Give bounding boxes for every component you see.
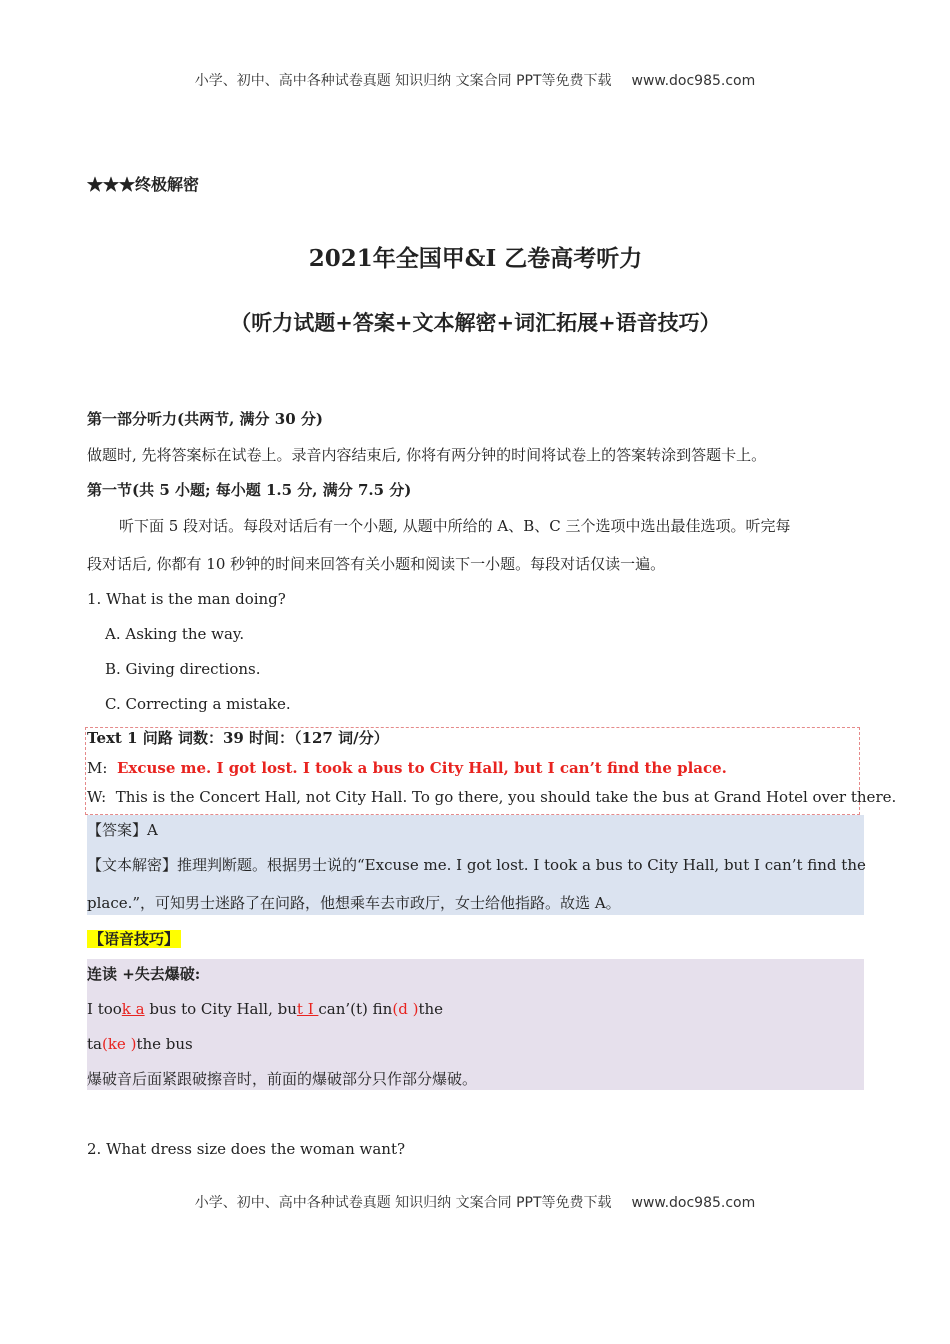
text1-man-line <box>87 758 727 778</box>
q1-option-a: A. Asking the way. <box>105 625 245 643</box>
header-text: 小学、初中、高中各种试卷真题 知识归纳 文案合同 PPT等免费下载 <box>194 73 612 89</box>
ex2-part: the bus <box>136 1035 193 1053</box>
text1-header: Text 1 问路 词数：39 时间：（127 词/分） <box>87 729 389 747</box>
footer-url[interactable]: www.doc985.com <box>631 1195 756 1211</box>
question-1: 1. What is the man doing? <box>87 590 286 608</box>
page-footer <box>0 1192 950 1212</box>
doc-subtitle: （听力试题+答案+文本解密+词汇拓展+语音技巧） <box>230 310 721 335</box>
woman-speech: This is the Concert Hall, not City Hall. To go there, you should take the bus at Grand Hotel over there. <box>115 788 897 806</box>
ex1-part: I too <box>87 1000 122 1018</box>
ex1-elision: (d ) <box>392 1000 419 1018</box>
q1-option-b: B. Giving directions. <box>105 660 261 678</box>
doc-title: 2021年全国甲&I 乙卷高考听力 <box>308 245 643 272</box>
ex2-elision: (ke ) <box>101 1035 137 1053</box>
phonetics-example-2 <box>87 1034 193 1054</box>
woman-label: W: <box>87 788 107 806</box>
analysis-line-2: place.”，可知男士迷路了在问路，他想乘车去市政厅，女士给他指路。故选 A。 <box>87 894 621 912</box>
ex1-part: can’(t) fin <box>318 1000 393 1018</box>
phonetics-note: 爆破音后面紧跟破擦音时，前面的爆破部分只作部分爆破。 <box>87 1070 478 1088</box>
phonetics-tag: 【语音技巧】 <box>89 930 180 948</box>
man-speech: Excuse me. I got lost. I took a bus to City Hall, but I can’t find the place. <box>116 759 727 777</box>
footer-text: 小学、初中、高中各种试卷真题 知识归纳 文案合同 PPT等免费下载 <box>194 1195 612 1211</box>
part1-heading: 第一部分听力(共两节, 满分 30 分) <box>87 410 323 428</box>
section1-instruction-1: 听下面 5 段对话。每段对话后有一个小题, 从题中所给的 A、B、C 三个选项中选出最佳选项。听完每 <box>119 517 791 535</box>
analysis-line-1: 【文本解密】推理判断题。根据男士说的“Excuse me. I got lost. I took a bus to City Hall, but I can’t find the <box>87 856 866 874</box>
man-label: M: <box>87 759 108 777</box>
ex2-part: ta <box>87 1035 102 1053</box>
text1-woman-line <box>87 787 896 807</box>
ex1-part: bus to City Hall, bu <box>144 1000 297 1018</box>
section1-instruction-2: 段对话后, 你都有 10 秒钟的时间来回答有关小题和阅读下一小题。每段对话仅读一遍。 <box>87 555 666 573</box>
phonetics-tag-line <box>87 929 181 949</box>
header-url[interactable]: www.doc985.com <box>631 73 756 89</box>
phonetics-example-1 <box>87 999 443 1019</box>
ex1-linking: k a <box>121 1000 145 1018</box>
answer-line: 【答案】A <box>87 821 158 839</box>
q1-option-c: C. Correcting a mistake. <box>105 695 291 713</box>
ex1-linking: t I <box>296 1000 319 1018</box>
part1-instruction: 做题时, 先将答案标在试卷上。录音内容结束后, 你将有两分钟的时间将试卷上的答案转涂到答题卡上。 <box>87 446 767 464</box>
section1-heading: 第一节(共 5 小题; 每小题 1.5 分, 满分 7.5 分) <box>87 481 412 499</box>
ex1-part: the <box>418 1000 444 1018</box>
page-header <box>0 70 950 90</box>
stars-title: ★★★终极解密 <box>87 175 200 194</box>
question-2: 2. What dress size does the woman want? <box>87 1140 406 1158</box>
phonetics-heading: 连读 +失去爆破: <box>87 965 201 983</box>
